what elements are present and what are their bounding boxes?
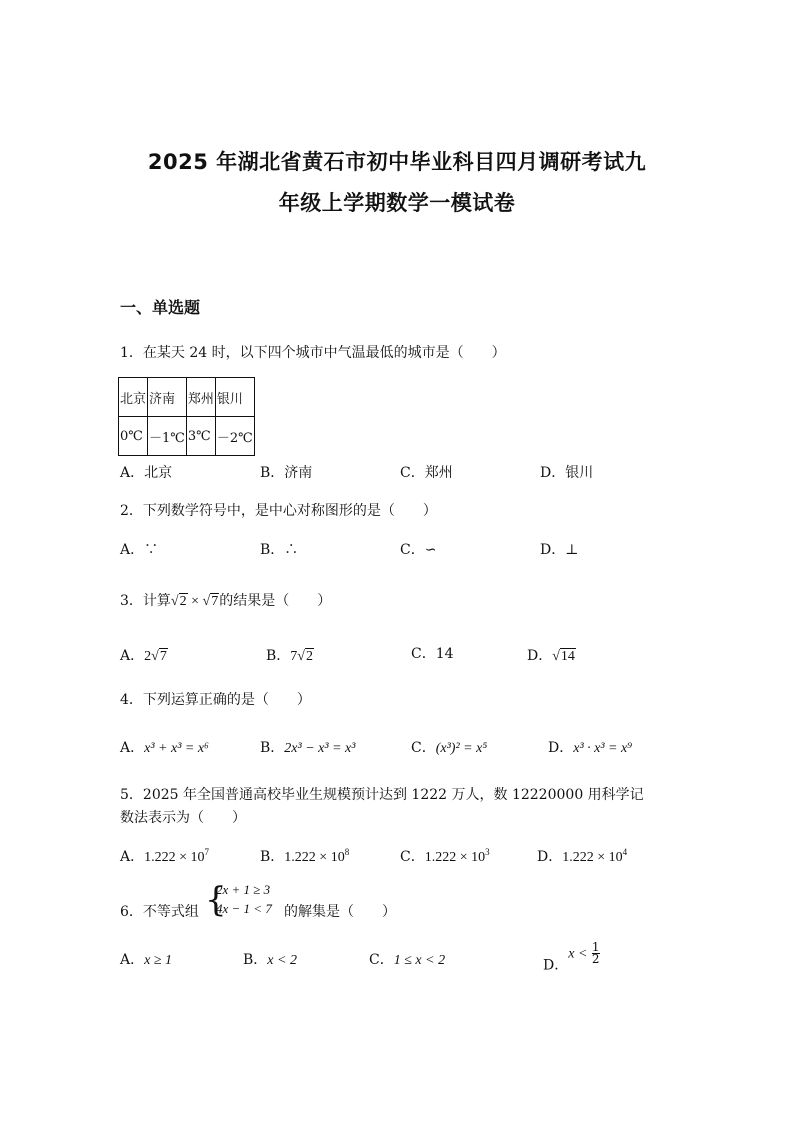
doc-title-line1: 2025 年湖北省黄石市初中毕业科目四月调研考试九 — [147, 150, 647, 174]
question-4-option-b: B．2x³ − x³ = x³ — [260, 740, 356, 756]
question-3-option-d: D．√14 — [527, 648, 575, 664]
question-1-option-d: D．银川 — [540, 465, 594, 481]
inequality-1: 2x + 1 ≥ 3 — [216, 882, 271, 897]
question-2-option-c: C．∽ — [400, 542, 437, 558]
question-3-stem-prefix: 3．计算 — [120, 593, 171, 609]
table-cell: 北京 — [119, 378, 148, 417]
question-3-option-c: C．14 — [411, 646, 454, 662]
table-cell: 3℃ — [186, 417, 215, 456]
question-1-option-b: B．济南 — [260, 465, 313, 481]
doc-title-line2: 年级上学期数学一模试卷 — [278, 191, 516, 215]
question-1-option-c: C．郑州 — [400, 465, 453, 481]
times-sign: × — [191, 594, 200, 609]
table-cell: －2℃ — [215, 417, 254, 456]
question-2-stem: 2．下列数学符号中，是中心对称图形的是（ ） — [120, 503, 437, 519]
table-cell: 郑州 — [186, 378, 215, 417]
question-5-option-b: B．$1.222 \times 10^8$ — [260, 847, 350, 865]
question-2-option-d: D．⊥ — [540, 542, 579, 558]
question-5-option-a: A．$1.222 \times 10^7$ — [120, 847, 210, 865]
question-3-stem-suffix: 的结果是（ ） — [219, 593, 332, 609]
question-3-option-a: A．2√7 — [120, 648, 167, 664]
question-6-stem-suffix: 的解集是（ ） — [284, 904, 396, 920]
inequality-2: 4x − 1 < 7 — [216, 901, 272, 916]
question-1-option-a: A．北京 — [120, 465, 173, 481]
table-cell: 0℃ — [119, 417, 148, 456]
question-6-option-a: A．x ≥ 1 — [120, 952, 173, 968]
question-6-option-d: D．x < $\frac{1}{2}$ — [543, 940, 600, 974]
table-row — [119, 378, 255, 417]
question-4-option-d: D．x³ · x³ = x⁹ — [548, 740, 633, 756]
question-4-stem: 4．下列运算正确的是（ ） — [120, 692, 311, 708]
question-5-option-c: C．$1.222 \times 10^3$ — [400, 847, 490, 865]
question-2-option-a: A．∵ — [120, 542, 159, 558]
question-6-option-c: C．1 ≤ x < 2 — [369, 952, 446, 968]
question-3-stem: 3．计算√2 × √7的结果是（ ） — [120, 593, 332, 609]
radicand: 2 — [179, 594, 187, 609]
question-1-stem: 1．在某天 24 时，以下四个城市中气温最低的城市是（ ） — [120, 345, 506, 361]
table-row — [119, 417, 255, 456]
radicand: 7 — [211, 594, 219, 609]
question-4-option-c: C．(x³)² = x⁵ — [411, 740, 488, 756]
question-3-option-b: B．7√2 — [266, 648, 313, 664]
table-cell: －1℃ — [148, 417, 187, 456]
table-cell: 济南 — [148, 378, 187, 417]
temperature-table — [118, 377, 255, 456]
question-6-option-b: B．x < 2 — [243, 952, 297, 968]
question-2-option-b: B．∴ — [260, 542, 299, 558]
table-cell: 银川 — [215, 378, 254, 417]
section-heading: 一、单选题 — [120, 298, 201, 317]
question-5-stem-line2: 数法表示为（ ） — [120, 810, 246, 826]
brace-symbol: { — [205, 880, 227, 920]
fraction: $\frac{1}{2}$ — [591, 940, 600, 966]
question-4-option-a: A．x³ + x³ = x⁶ — [120, 740, 209, 756]
question-6-stem-prefix: 6．不等式组 — [120, 904, 199, 920]
question-5-option-d: D．$1.222 \times 10^4$ — [537, 847, 628, 865]
question-5-stem-line1: 5．2025 年全国普通高校毕业生规模预计达到 1222 万人，数 12220000 用科学记 — [120, 787, 644, 803]
